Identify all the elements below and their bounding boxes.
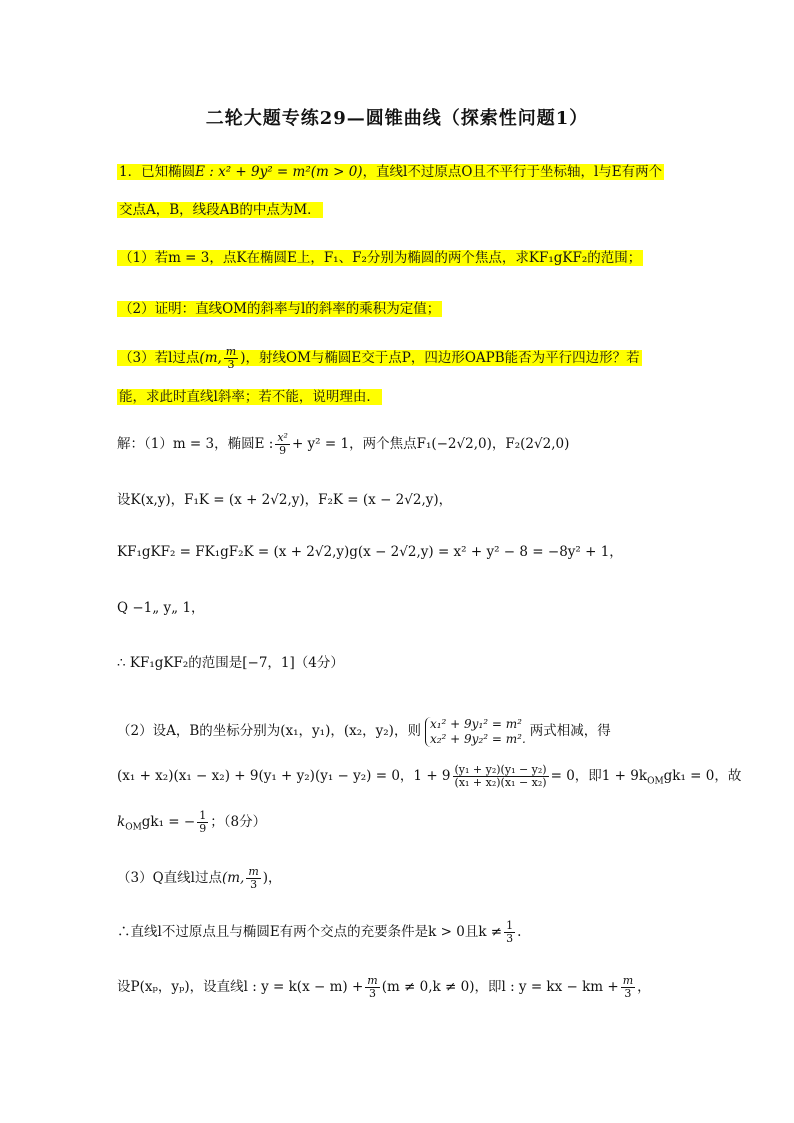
solution-line-5: ∴ KF₁gKF₂的范围是[−7，1]（4分） — [117, 655, 344, 671]
problem-line-2: 交点A，B，线段AB的中点为M． — [119, 202, 321, 218]
solution-line-6: （2）设A，B的坐标分别为(x₁，y₁)，(x₂，y₂)，则 x₁² + 9y₁² = m² x₂² + 9y₂² = m². 两式相减，得 — [117, 716, 611, 746]
question-3-line-1: （3）若l过点(m, $\frac{m}{3}$ )，射线OM与椭圆E交于点P，四边形OAPB能否为平行四边形？若 — [119, 345, 640, 371]
solution-line-7: (x₁ + x₂)(x₁ − x₂) + 9(y₁ + y₂)(y₁ − y₂) = 0，1 + 9 $\frac{\text{(y₁ + y₂)(y₁ − y₂)}}{\text{(x₁ + x₂)(x₁ − x₂)}}$ = 0，即$1 + 9k_{OM}gk_1 = 0$，故 — [117, 763, 742, 789]
solution-line-2: 设K(x,y)，F₁K = (x + 2√2,y)，F₂K = (x − 2√2,y)， — [117, 492, 453, 508]
solution-line-10: ∴直线l不过原点且与椭圆E有两个交点的充要条件是k > 0且k ≠ $\frac{1}{3}$ . — [117, 919, 522, 945]
equation-system: x₁² + 9y₁² = m² x₂² + 9y₂² = m². — [425, 717, 526, 747]
solution-line-9: （3）Q直线l过点(m, $\frac{m}{3}$ )， — [117, 865, 282, 891]
solution-line-8: $k_{OM}gk_1$ = − $\frac{1}{9}$ ；（8分） — [117, 809, 267, 835]
solution-line-11: 设P(xₚ，yₚ)，设直线l : y = k(x − m) + $\frac{m}{3}$ (m ≠ 0,k ≠ 0)，即l : y = kx − km + $\frac{m}{3}$ ， — [117, 974, 651, 1000]
solution-line-3: KF₁gKF₂ = FK₁gF₂K = (x + 2√2,y)g(x − 2√2,y) = x² + y² − 8 = −8y² + 1， — [117, 544, 623, 560]
solution-line-4: Q −1„ y„ 1， — [117, 600, 205, 616]
solution-line-1: 解：（1）m = 3，椭圆E : $\frac{\text{x²}}{9}$ + y² = 1，两个焦点F₁(−2√2,0)，F₂(2√2,0) — [117, 431, 570, 457]
question-1: （1）若m = 3，点K在椭圆E上，F₁、F₂分别为椭圆的两个焦点，求KF₁gKF₂的范围； — [119, 250, 642, 266]
problem-line-1: 1．已知椭圆E : x² + 9y² = m²(m > 0)，直线l不过原点O且不平行于坐标轴，l与E有两个 — [119, 164, 663, 180]
page-title: 二轮大题专练29—圆锥曲线（探索性问题1） — [205, 108, 589, 129]
question-2: （2）证明：直线OM的斜率与l的斜率的乘积为定值； — [119, 301, 441, 317]
question-3-line-2: 能，求此时直线l斜率；若不能，说明理由． — [119, 389, 380, 405]
